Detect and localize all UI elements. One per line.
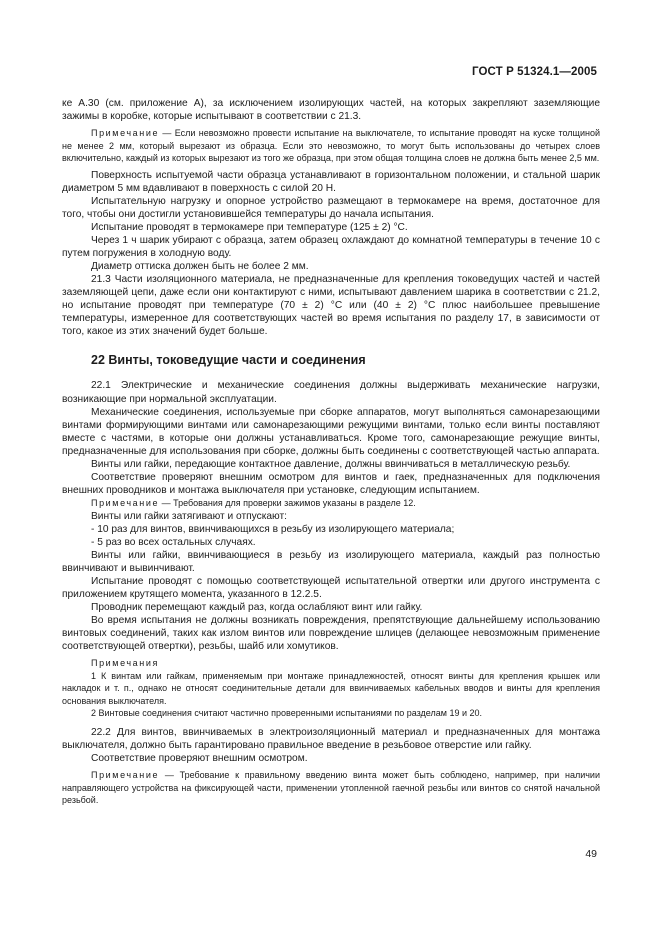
section-title: 22 Винты, токоведущие части и соединения	[91, 353, 366, 368]
note-text: — Если невозможно провести испытание на выключателе, то испытание проводят на куске толщиной не менее 2 мм, который вырезают из образца. Если это невозможно, то могут быть использованы до четырех слоев включительно, каждый из которых вырезают из того же образца, при этом общая толщина слоев не должна быть менее 2,5 мм.	[62, 128, 600, 164]
note	[62, 127, 600, 165]
paragraph: 21.3 Части изоляционного материала, не предназначенные для крепления токоведущих частей и частей заземляющей цепи, даже если они контактируют с ними, испытывают давлением шарика в соответствии с 21.2, но испытание проводят при температуре (70 ± 2) °С или (40 ± 2) °С плюс наибольшее превышение температуры, измеренное для соответствующих частей во время испытания по разделу 17, в зависимости от того, какое из этих значений будет больше.	[62, 274, 600, 338]
note	[62, 497, 600, 510]
paragraph: Соответствие проверяют внешним осмотром для винтов и гаек, предназначенных для подключения внешних проводников и монтажа выключателя при установке, следующим испытанием.	[62, 471, 600, 496]
paragraph: Через 1 ч шарик убирают с образца, затем образец охлаждают до комнатной температуры в течение 10 с путем погружения в холодную воду.	[62, 235, 600, 260]
paragraph: Испытание проводят с помощью соответствующей испытательной отвертки или другого инструмента с приложением крутящего момента, указанного в 12.2.5.	[62, 575, 600, 600]
page-number: 49	[585, 848, 597, 860]
paragraph: 22.1 Электрические и механические соединения должны выдерживать механические нагрузки, возникающие при нормальной эксплуатации.	[62, 380, 600, 405]
paragraph: Диаметр оттиска должен быть не более 2 мм.	[91, 261, 309, 273]
paragraph: Поверхность испытуемой части образца устанавливают в горизонтальном положении, и стальной шарик диаметром 5 мм вдавливают в поверхность с силой 20 Н.	[62, 169, 600, 194]
list-item: - 10 раз для винтов, ввинчивающихся в резьбу из изолирующего материала;	[91, 523, 455, 535]
standard-header: ГОСТ Р 51324.1—2005	[472, 66, 597, 78]
paragraph: Винты или гайки, ввинчивающиеся в резьбу из изолирующего материала, каждый раз полностью ввинчивают и вывинчивают.	[62, 549, 600, 574]
paragraph: Проводник перемещают каждый раз, когда ослабляют винт или гайку.	[91, 601, 423, 613]
note-text: — Требование к правильному введению винта может быть соблюдено, например, при наличии направляющего устройства на фиксирующей части, применении утопленной гаечной резьбы или винтов со снятой начальной резьбой.	[62, 770, 600, 806]
note-label: Примечание	[91, 770, 160, 781]
paragraph: Испытательную нагрузку и опорное устройство размещают в термокамере на время, достаточное для того, чтобы они достигли установившейся температуры до начала испытания.	[62, 195, 600, 221]
note: 2 Винтовые соединения считают частично проверенными испытаниями по разделам 19 и 20.	[91, 708, 483, 719]
paragraph: Во время испытания не должны возникать повреждения, препятствующие дальнейшему использованию винтовых соединений, таких как излом винтов или повреждение шлицев (делающее невозможным применение соответствующей отвертки), резьбы, шайб или хомутиков.	[62, 614, 600, 652]
paragraph: Винты или гайки затягивают и отпускают:	[91, 510, 287, 522]
paragraph: Испытание проводят в термокамере при температуре (125 ± 2) °С.	[91, 222, 408, 234]
paragraph: ке А.30 (см. приложение А), за исключением изолирующих частей, на которых закрепляют заземляющие зажимы в коробке, которые испытывают в соответствии с 21.3.	[62, 98, 600, 123]
note	[62, 769, 600, 807]
note: 1 К винтам или гайкам, применяемым при монтаже принадлежностей, относят винты для крепления крышек или накладок и т. п., однако не относят соединительные детали для ввинчиваемых кабельных вводов и винты для крепления основания выключателя.	[62, 670, 600, 706]
paragraph: Винты или гайки, передающие контактное давление, должны ввинчиваться в металлическую резьбу.	[91, 458, 571, 470]
paragraph: Механические соединения, используемые при сборке аппаратов, могут выполняться самонарезающими винтами формирующими винтами или самонарезающими режущими винтами, только если винты поставляют вместе с частями, в которые они должны устанавливаться. Кроме того, самонарезающие режущие винты, предназначенные для использования при сборке, должны быть соединены с соответствующей частью аппарата.	[62, 406, 600, 457]
note-label: Примечание	[91, 128, 160, 139]
page-content	[62, 97, 600, 807]
note-label: Примечание	[91, 497, 160, 508]
list-item: - 5 раз во всех остальных случаях.	[91, 536, 256, 548]
paragraph: 22.2 Для винтов, ввинчиваемых в электроизоляционный материал и предназначенных для монтажа выключателя, должно быть гарантировано правильное введение в резьбовое отверстие или гайку.	[62, 726, 600, 752]
paragraph: Соответствие проверяют внешним осмотром.	[91, 753, 308, 765]
notes-label: Примечания	[91, 658, 159, 669]
note-text: — Требования для проверки зажимов указаны в разделе 12.	[159, 497, 416, 508]
